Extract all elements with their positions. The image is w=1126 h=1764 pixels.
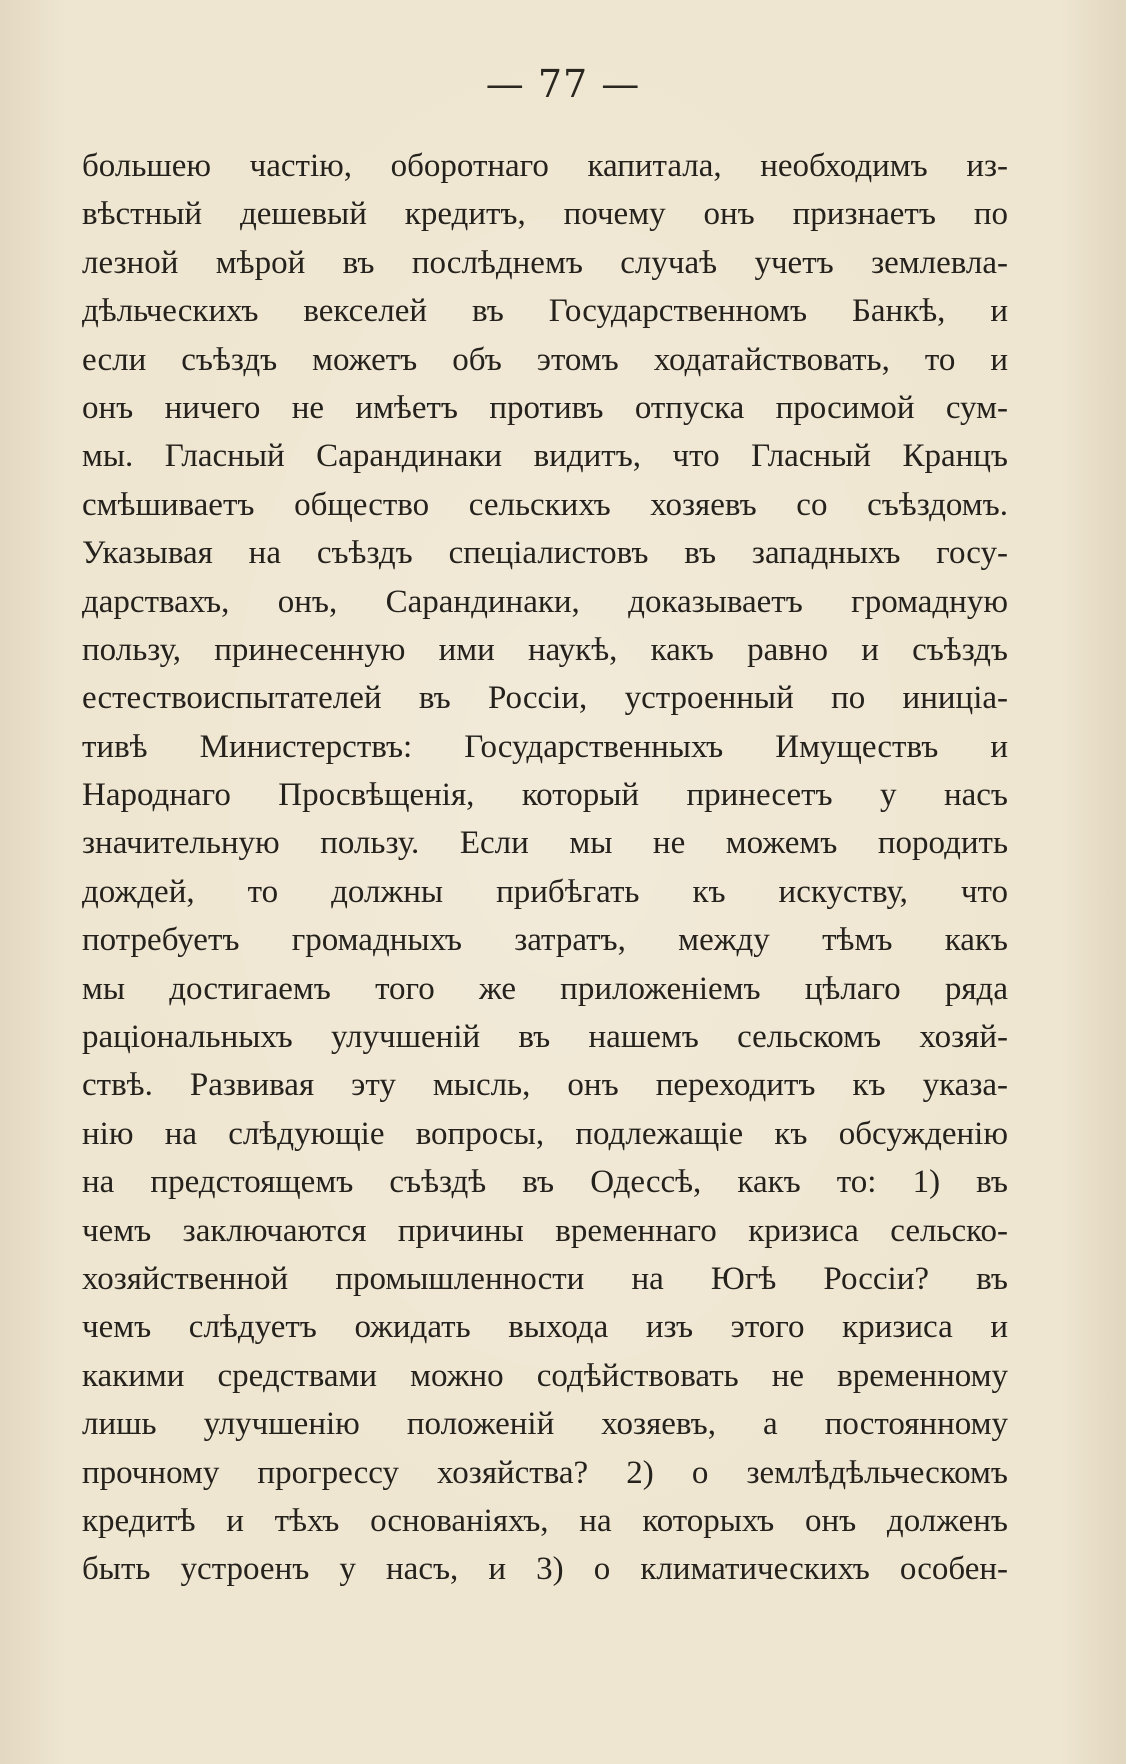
text-line: на предстоящемъ съѣздѣ въ Одессѣ, какъ то: 1) въ [82,1164,1008,1201]
text-line: дарствахъ, онъ, Сарандинаки, доказываетъ громадную [82,583,1008,620]
text-line: ствѣ. Развивая эту мысль, онъ переходитъ къ указа- [82,1067,1008,1104]
text-line: если съѣздъ можетъ объ этомъ ходатайствовать, то и [82,341,1008,378]
text-line: пользу, принесенную ими наукѣ, какъ равно и съѣздъ [82,631,1008,668]
text-line: лезной мѣрой въ послѣднемъ случаѣ учетъ землевла- [82,244,1008,281]
text-line: раціональныхъ улучшеній въ нашемъ сельскомъ хозяй- [82,1019,1008,1056]
text-line: какими средствами можно содѣйствовать не временному [82,1357,1008,1394]
text-line: дождей, то должны прибѣгать къ искуству, что [82,873,1008,910]
body-text [82,142,1008,1594]
text-line: чемъ слѣдуетъ ожидать выхода изъ этого кризиса и [82,1309,1008,1346]
text-line: большею частію, оборотнаго капитала, необходимъ из- [82,148,1008,184]
text-line: хозяйственной промышленности на Югѣ Россіи? въ [82,1260,1008,1297]
text-line: онъ ничего не имѣетъ противъ отпуска просимой сум- [82,389,1008,426]
text-line: смѣшиваетъ общество сельскихъ хозяевъ со съѣздомъ. [82,486,1008,523]
text-line: потребуетъ громадныхъ затратъ, между тѣмъ какъ [82,922,1008,959]
text-line: значительную пользу. Если мы не можемъ породить [82,825,1008,862]
text-line: тивѣ Министерствъ: Государственныхъ Имуществъ и [82,728,1008,765]
text-line: прочному прогрессу хозяйства? 2) о землѣдѣльческомъ [82,1454,1008,1491]
text-line: нію на слѣдующіе вопросы, подлежащіе къ обсужденію [82,1115,1008,1152]
text-line: мы. Гласный Сарандинаки видитъ, что Гласный Кранцъ [82,438,1008,475]
text-line: чемъ заключаются причины временнаго кризиса сельско- [82,1212,1008,1249]
text-line: кредитѣ и тѣхъ основаніяхъ, на которыхъ онъ долженъ [82,1502,1008,1539]
text-line: лишь улучшенію положеній хозяевъ, а постоянному [82,1406,1008,1443]
page-number: — 77 — [485,62,641,106]
text-line: дѣльческихъ векселей въ Государственномъ Банкѣ, и [82,293,1008,330]
text-line: Указывая на съѣздъ спеціалистовъ въ западныхъ госу- [82,535,1008,572]
text-line: быть устроенъ у насъ, и 3) о климатическихъ особен- [82,1551,1008,1588]
text-line: вѣстный дешевый кредитъ, почему онъ признаетъ по [82,196,1008,233]
text-line: Народнаго Просвѣщенія, который принесетъ у насъ [82,777,1008,814]
text-line: мы достигаемъ того же приложеніемъ цѣлаго ряда [82,970,1008,1007]
text-line: естествоиспытателей въ Россіи, устроенный по иниціа- [82,680,1008,717]
